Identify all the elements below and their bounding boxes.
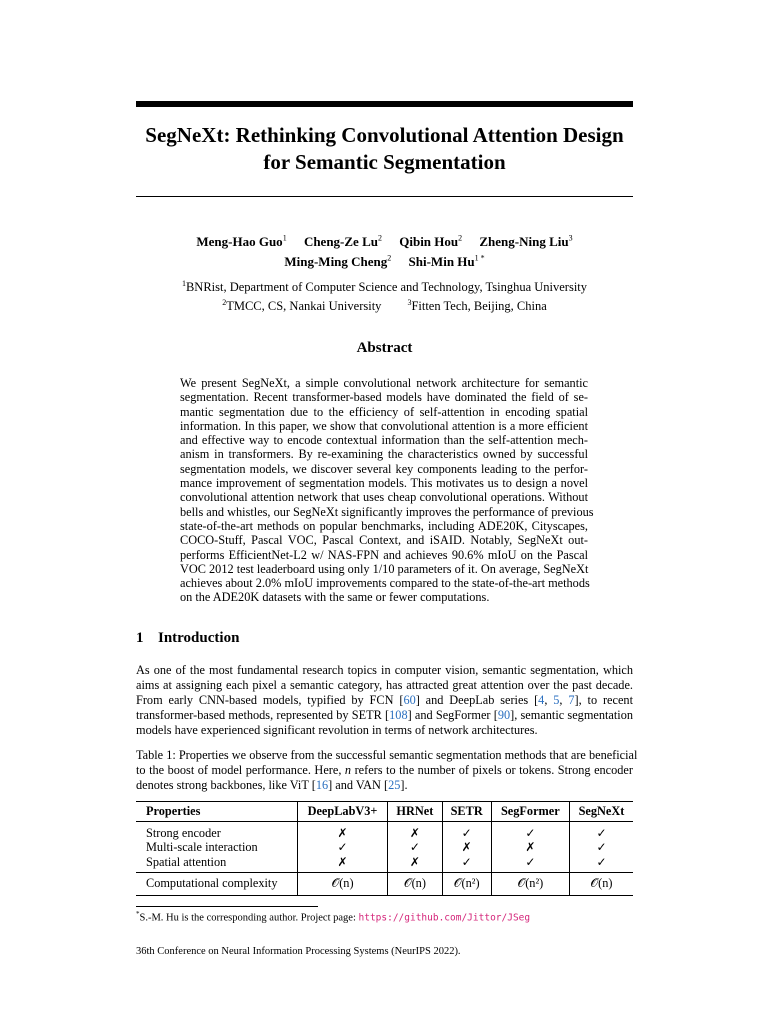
abstract-line: achieves about 2.0% mIoU improvements compared to the state-of-the-art methods (180, 576, 590, 591)
author-list (136, 231, 633, 270)
header-deeplabv3plus: DeepLabV3+ (297, 802, 387, 822)
author: Qibin Hou$^2$ (399, 234, 463, 250)
intro-line: As one of the most fundamental research topics in computer vision, semantic segmentation, which (136, 663, 633, 677)
table-cell: ✓ (491, 821, 569, 840)
table-cell: ✓ (569, 855, 633, 873)
table-row-complexity (136, 873, 633, 896)
table-cell: 𝒪(n) (569, 873, 633, 896)
abstract-line: on the ADE20K datasets with the same or fewer computations. (180, 590, 490, 605)
table-cell: 𝒪(n²) (491, 873, 569, 896)
author: Shi-Min $Hu^{1 *}$ (408, 253, 485, 269)
abstract-body (180, 376, 594, 605)
author: Cheng-Ze Lu$^2$ (303, 234, 382, 250)
author: Ming-Ming Cheng$^2$ (284, 253, 392, 269)
intro-line: aims at assigning each pixel a semantic category, has attracted great attention over the past decade. (136, 678, 633, 692)
citation-link[interactable]: 7 (568, 693, 575, 707)
table-row (136, 840, 633, 855)
citation-link[interactable]: 4 (538, 693, 545, 707)
title-bottom-rule (136, 196, 633, 197)
table-cell: 𝒪(n) (297, 873, 387, 896)
title-line-2: for Semantic Segmentation (263, 150, 506, 174)
intro-line: From early CNN-based models, typified by FCN [60] and DeepLab series [4, 5, 7], to recent (136, 693, 633, 707)
citation-link[interactable]: 5 (553, 693, 560, 707)
abstract-line: convolutional attention network that uses cheap convolutional operations. Without (180, 490, 588, 505)
section-heading-introduction (136, 630, 239, 647)
title-line-1: SegNeXt: Rethinking Convolutional Attention Design (145, 123, 624, 147)
affiliations (136, 276, 633, 314)
abstract-line: COCO-Stuff, Pascal VOC, Pascal Context, and iSAID. Notably, SegNeXt out- (180, 533, 588, 548)
table-cell: ✗ (297, 855, 387, 873)
row-label: Multi-scale interaction (146, 840, 258, 854)
author-line-1 (136, 231, 633, 250)
conference-note: 36th Conference on Neural Information Processing Systems (NeurIPS 2022). (136, 946, 461, 957)
intro-line: transformer-based methods, represented by SETR [108] and SegFormer [90], semantic segmentation (136, 708, 633, 722)
abstract-line: information. In this paper, we show that convolutional attention is a more efficient (180, 418, 588, 433)
abstract-line: VOC 2012 test leaderboard using only 1/10 parameters of it. On average, SegNeXt (180, 561, 589, 576)
header-properties: Properties (136, 802, 297, 822)
table-cell: ✗ (297, 821, 387, 840)
table-cell: ✗ (388, 855, 442, 873)
table-cell: ✓ (491, 855, 569, 873)
table-cell: 𝒪(n) (388, 873, 442, 896)
author: Meng-Hao Guo$^1$ (196, 234, 287, 250)
abstract-line: mance improvement of segmentation models. This motivates us to design a novel (180, 476, 588, 491)
table-caption (136, 748, 638, 793)
row-label: Computational complexity (136, 873, 297, 896)
intro-line: models have experienced significant revolution in terms of network architectures. (136, 723, 538, 737)
abstract-line: segmentation. Recent transformer-based models have dominated the field of se- (180, 390, 588, 405)
table-cell: ✓ (442, 855, 491, 873)
table-cell: ✓ (569, 821, 633, 840)
caption-line: Table 1: Properties we observe from the successful semantic segmentation methods that are beneficial (136, 748, 638, 762)
header-hrnet: HRNet (388, 802, 442, 822)
table-header-row (136, 802, 633, 822)
citation-link[interactable]: 25 (388, 778, 401, 792)
project-page-link[interactable]: https://github.com/Jittor/JSeg (358, 912, 531, 924)
table-cell: ✗ (388, 821, 442, 840)
header-segnext: SegNeXt (569, 802, 633, 822)
properties-table (136, 801, 633, 896)
abstract-line: We present SegNeXt, a simple convolutional network architecture for semantic (180, 376, 588, 390)
table-cell: ✗ (491, 840, 569, 855)
table-row (136, 855, 633, 873)
author: Zheng-Ning Liu$^3$ (479, 234, 573, 250)
table-cell: ✓ (569, 840, 633, 855)
citation-link[interactable]: 108 (389, 708, 408, 722)
abstract-line: bells and whistles, our SegNeXt significantly improves the performance of previous (180, 504, 594, 519)
caption-line: to the boost of model performance. Here, n refers to the number of pixels or tokens. Strong encoder (136, 763, 633, 777)
table-row (136, 821, 633, 840)
abstract-line: mantic segmentation due to the efficiency of self-attention in encoding spatial (180, 404, 588, 419)
affiliation-2-3: $^2$TMCC, CS, Nankai University $^3$Fitten Tech, Beijing, China (222, 298, 547, 314)
caption-line: denotes strong backbones, like ViT [16] and VAN [25]. (136, 778, 408, 792)
abstract-line: state-of-the-art methods on popular benchmarks, including ADE20K, Cityscapes, (180, 518, 588, 533)
abstract-line: performs EfficientNet-L2 w/ NAS-FPN and achieves 90.6% mIoU on the Pascal (180, 547, 588, 562)
title-top-rule (136, 101, 633, 107)
author-line-2 (136, 250, 633, 269)
introduction-paragraph (136, 663, 633, 738)
footnote: *S.-M. Hu is the corresponding author. Project page: https://github.com/Jittor/JSeg (136, 910, 531, 924)
table-cell: ✓ (297, 840, 387, 855)
row-label: Strong encoder (146, 825, 221, 840)
abstract-line: and effective way to encode contextual information than the self-attention mech- (180, 433, 588, 448)
row-label: Spatial attention (146, 854, 227, 869)
citation-link[interactable]: 60 (403, 693, 416, 707)
citation-link[interactable]: 90 (497, 708, 511, 722)
affiliation-1: $^1$BNRist, Department of Computer Science and Technology, Tsinghua University (181, 279, 588, 295)
section-number: 1 (136, 630, 144, 646)
abstract-line: anism in transformers. By re-examining the characteristics owned by successful (180, 447, 588, 462)
header-setr: SETR (442, 802, 491, 822)
section-title: Introduction (158, 630, 240, 646)
table-cell: ✗ (442, 840, 491, 855)
paper-title (136, 122, 633, 176)
table-cell: ✓ (388, 840, 442, 855)
citation-link[interactable]: 16 (315, 778, 329, 792)
abstract-line: segmentation models, we discover several key components leading to the perfor- (180, 461, 588, 476)
table-cell: 𝒪(n²) (442, 873, 491, 896)
table-cell: ✓ (442, 821, 491, 840)
abstract-heading: Abstract (356, 340, 413, 356)
header-segformer: SegFormer (491, 802, 569, 822)
